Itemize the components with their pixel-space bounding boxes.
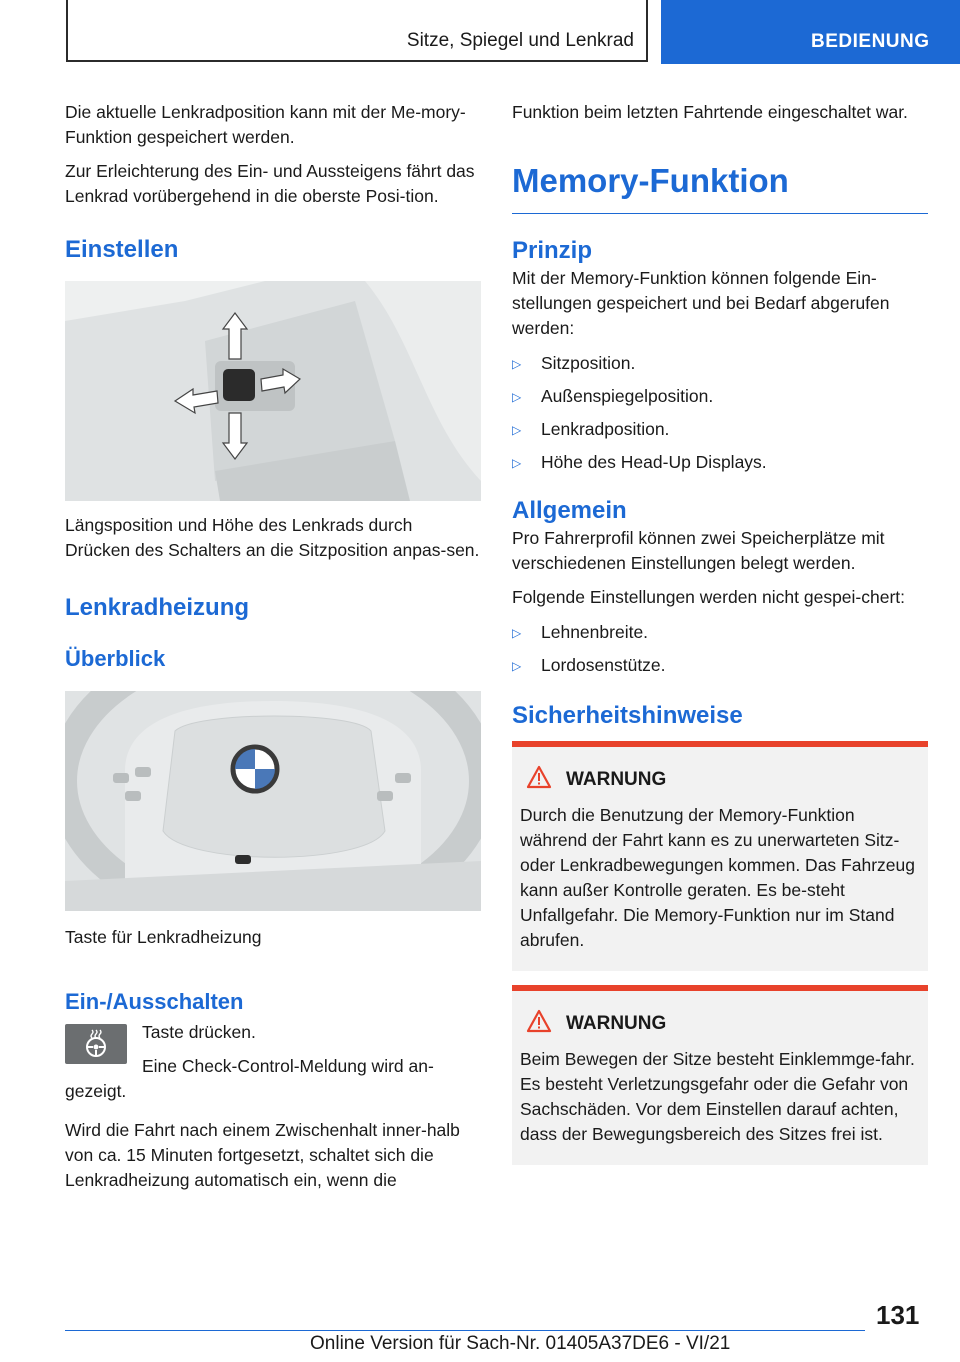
footer-rule (65, 1330, 865, 1331)
warning-text: Beim Bewegen der Sitze besteht Einklemmge-fahr. Es besteht Verletzungsgefahr oder die Gefahr von Sachschäden. Vor dem Einstellen darauf achten, dass der Bewegungsbereich des Sitzes frei ist. (520, 1049, 915, 1144)
step-1: Taste drücken. (142, 1022, 256, 1042)
bullet-triangle-icon: ▷ (512, 626, 522, 640)
allgemein-paragraph-2: Folgende Einstellungen werden nicht gespei-chert: (512, 587, 906, 607)
warning-box-2 (512, 985, 928, 1165)
heading-lenkradheizung: Lenkradheizung (65, 594, 250, 621)
memory-heading-rule (512, 213, 928, 214)
warning-title: WARNUNG (566, 1013, 667, 1034)
intro-paragraph-1: Die aktuelle Lenkradposition kann mit der Me-mory-Funktion gespeichert werden. (65, 102, 466, 147)
list-item: ▷ Höhe des Head-Up Displays. (512, 450, 928, 476)
bullet-triangle-icon: ▷ (512, 423, 522, 437)
warning-box-1 (512, 741, 928, 971)
heading-ueberblick: Überblick (65, 646, 166, 671)
header-chapter-box (66, 0, 648, 62)
warning-triangle-icon (526, 765, 558, 795)
warning-header (520, 1009, 920, 1039)
heading-allgemein: Allgemein (512, 497, 627, 524)
heading-ein-ausschalten: Ein-/Ausschalten (65, 989, 244, 1014)
chapter-title: Sitze, Spiegel und Lenkrad (406, 30, 634, 51)
steering-adjust-illustration (65, 281, 481, 501)
heading-sicherheitshinweise: Sicherheitshinweise (512, 702, 743, 729)
einstellen-caption: Längsposition und Höhe des Lenkrads durch Drücken des Schalters an die Sitzposition anpas-sen. (65, 515, 480, 560)
steering-wheel-heating-icon (65, 1024, 127, 1064)
footer-online-version: Online Version für Sach-Nr. 01405A37DE6 - VI/21 (310, 1333, 731, 1354)
heading-prinzip: Prinzip (512, 237, 593, 264)
heading-einstellen: Einstellen (65, 236, 179, 263)
list-item: ▷ Lenkradposition. (512, 417, 928, 443)
left-column (65, 100, 481, 1202)
continuation-paragraph: Funktion beim letzten Fahrtende eingeschaltet war. (512, 102, 908, 122)
bullet-triangle-icon: ▷ (512, 357, 522, 371)
steering-wheel-illustration (65, 691, 481, 911)
prinzip-list (512, 351, 928, 476)
list-item: ▷ Außenspiegelposition. (512, 384, 928, 410)
bullet-triangle-icon: ▷ (512, 659, 522, 673)
heading-memory-funktion: Memory-Funktion (512, 162, 789, 199)
warning-title: WARNUNG (566, 769, 667, 790)
allgemein-list (512, 620, 928, 679)
bullet-triangle-icon: ▷ (512, 390, 522, 404)
warning-triangle-icon (526, 1009, 558, 1039)
ueberblick-caption: Taste für Lenkradheizung (65, 927, 262, 947)
section-title: BEDIENUNG (811, 31, 930, 52)
ausschalten-steps (65, 1020, 481, 1104)
allgemein-paragraph-1: Pro Fahrerprofil können zwei Speicherplätze mit verschiedenen Einstellungen belegt werden. (512, 528, 885, 573)
autostart-paragraph: Wird die Fahrt nach einem Zwischenhalt inner-halb von ca. 15 Minuten fortgesetzt, schaltet sich die Lenkradheizung automatisch ein, wenn die (65, 1120, 460, 1190)
list-item: ▷ Sitzposition. (512, 351, 928, 377)
warning-text: Durch die Benutzung der Memory-Funktion während der Fahrt kann es zu unerwarteten Sitz- oder Lenkradbewegungen kommen. Das Fahrzeug kann außer Kontrolle geraten. Es be-steht Unfallgefahr. Die Memory-Funktion nur im Stand abrufen. (520, 805, 915, 950)
steering-wheel-figure (65, 691, 481, 911)
intro-paragraph-2: Zur Erleichterung des Ein- und Aussteigens fährt das Lenkrad vorübergehend in die oberste Posi-tion. (65, 161, 475, 206)
bullet-triangle-icon: ▷ (512, 456, 522, 470)
step-2: Eine Check-Control-Meldung wird an-gezeigt. (65, 1056, 434, 1101)
page-number: 131 (876, 1300, 920, 1330)
header-section-tab (661, 0, 960, 64)
warning-header (520, 765, 920, 795)
list-item: ▷ Lehnenbreite. (512, 620, 928, 646)
list-item: ▷ Lordosenstütze. (512, 653, 928, 679)
steering-adjust-figure (65, 281, 481, 501)
right-column (512, 100, 928, 1165)
prinzip-paragraph: Mit der Memory-Funktion können folgende Ein-stellungen gespeichert und bei Bedarf abgerufen werden: (512, 268, 890, 338)
